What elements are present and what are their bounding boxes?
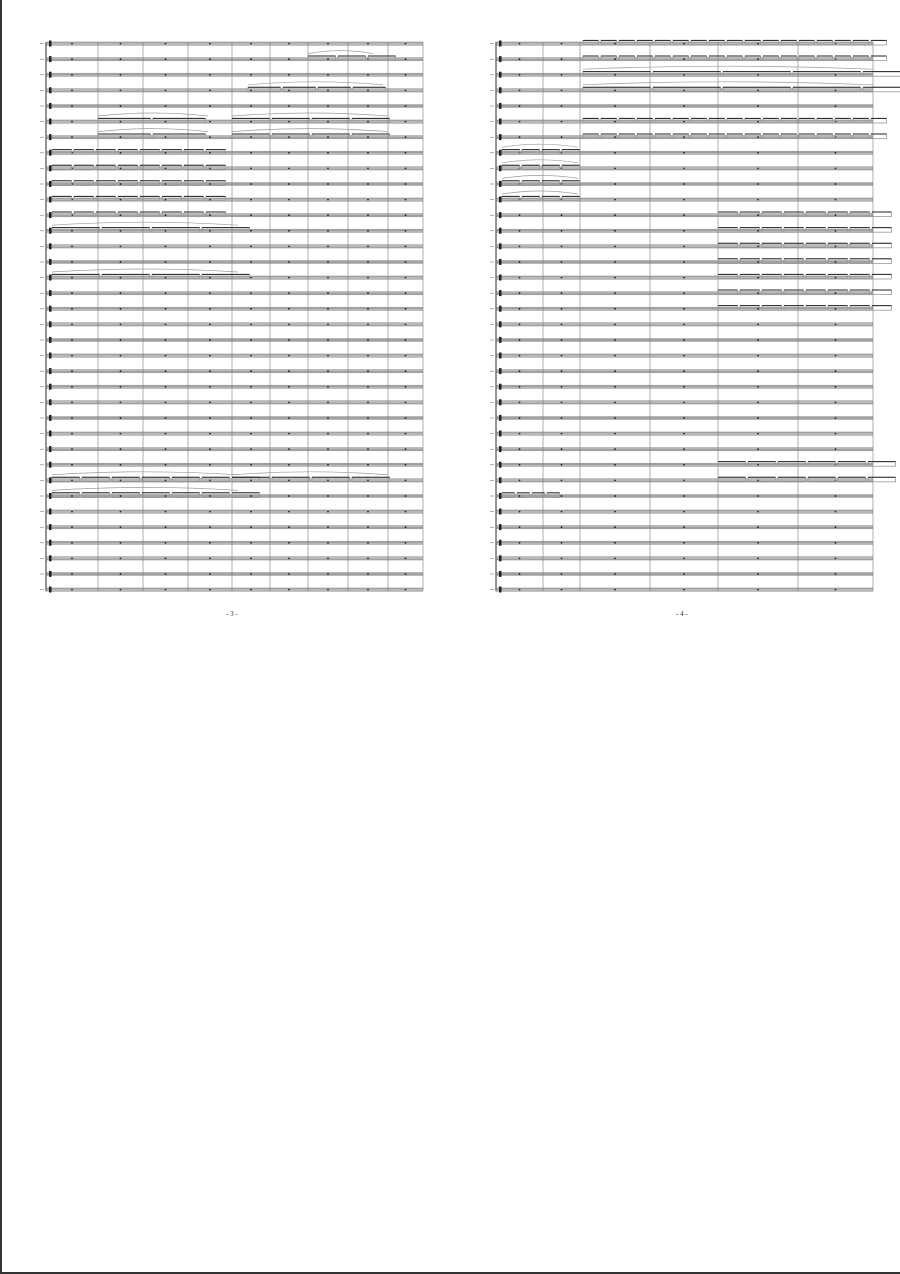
staff: [40, 306, 423, 312]
score-staves-4: [488, 36, 878, 606]
staff: [490, 290, 873, 296]
staff: [40, 290, 423, 296]
staff: [490, 571, 873, 577]
staff: [490, 119, 873, 125]
slur: [502, 175, 578, 178]
staff: [490, 306, 873, 312]
slur: [52, 269, 238, 272]
slur: [583, 82, 873, 85]
staff: [490, 477, 873, 483]
staff: [490, 446, 873, 452]
staff: [490, 165, 873, 171]
staff: [490, 103, 873, 109]
staff: [40, 41, 423, 47]
page-number-3: - 3 -: [226, 610, 238, 618]
staff: [490, 509, 873, 515]
note-group: [871, 134, 887, 139]
staff: [490, 587, 873, 593]
staff: [40, 368, 423, 374]
slur: [502, 160, 578, 163]
staff: [40, 228, 423, 234]
slur: [583, 66, 873, 69]
staff: [40, 431, 423, 437]
staff: [40, 571, 423, 577]
staff: [490, 321, 873, 327]
slur: [98, 129, 208, 132]
staff: [490, 275, 873, 281]
score-page-3: [38, 36, 428, 626]
staff: [40, 540, 423, 546]
staff: [40, 275, 423, 281]
staff: [490, 150, 873, 156]
staff: [40, 72, 423, 78]
slur: [232, 129, 388, 132]
staff: [490, 555, 873, 561]
staff: [490, 212, 873, 218]
staff: [40, 181, 423, 187]
slur: [52, 487, 238, 490]
note-group: [872, 212, 892, 217]
slur: [52, 222, 238, 225]
note-group: [872, 306, 892, 311]
staff: [490, 87, 873, 93]
staff: [40, 493, 423, 499]
staff: [40, 509, 423, 515]
staff: [490, 72, 873, 78]
staff: [40, 524, 423, 530]
staff: [40, 165, 423, 171]
staff: [40, 477, 423, 483]
staff: [40, 462, 423, 468]
note-group: [871, 119, 887, 124]
slur: [98, 113, 208, 116]
note-group: [871, 41, 887, 46]
staff: [40, 259, 423, 265]
staff: [490, 41, 873, 47]
staff: [40, 555, 423, 561]
staff: [40, 150, 423, 156]
staff: [40, 87, 423, 93]
slur: [232, 472, 388, 475]
staff: [490, 134, 873, 140]
staff: [490, 462, 873, 468]
score-page-4: [488, 36, 878, 626]
note-group: [872, 259, 892, 264]
slur: [248, 82, 383, 85]
note-group: [872, 243, 892, 248]
staff: [490, 243, 873, 249]
staff: [40, 353, 423, 359]
staff: [490, 337, 873, 343]
staff: [40, 446, 423, 452]
slur: [52, 472, 238, 475]
staff: [40, 337, 423, 343]
staff: [490, 56, 873, 62]
staff: [40, 587, 423, 593]
staff: [490, 259, 873, 265]
staff: [490, 415, 873, 421]
staff: [490, 197, 873, 203]
staff: [490, 431, 873, 437]
staff: [490, 540, 873, 546]
staff: [490, 384, 873, 390]
staff: [40, 415, 423, 421]
note-group: [872, 290, 892, 295]
staff: [40, 119, 423, 125]
staff: [490, 399, 873, 405]
staff: [490, 353, 873, 359]
staff: [40, 212, 423, 218]
staff: [40, 103, 423, 109]
note-group: [872, 228, 892, 233]
note-group: [872, 275, 892, 280]
staff: [40, 399, 423, 405]
staff: [490, 524, 873, 530]
staff: [490, 228, 873, 234]
slur: [232, 113, 388, 116]
slur: [502, 191, 578, 194]
staff: [40, 321, 423, 327]
slur: [308, 51, 373, 54]
score-staves-3: [38, 36, 428, 606]
staff: [40, 243, 423, 249]
staff: [490, 493, 873, 499]
staff: [490, 181, 873, 187]
staff: [40, 384, 423, 390]
page-border-left: [0, 0, 2, 1274]
staff: [40, 197, 423, 203]
staff: [40, 134, 423, 140]
slur: [502, 144, 578, 147]
staff: [490, 368, 873, 374]
note-group: [871, 56, 887, 61]
page-number-4: - 4 -: [676, 610, 688, 618]
